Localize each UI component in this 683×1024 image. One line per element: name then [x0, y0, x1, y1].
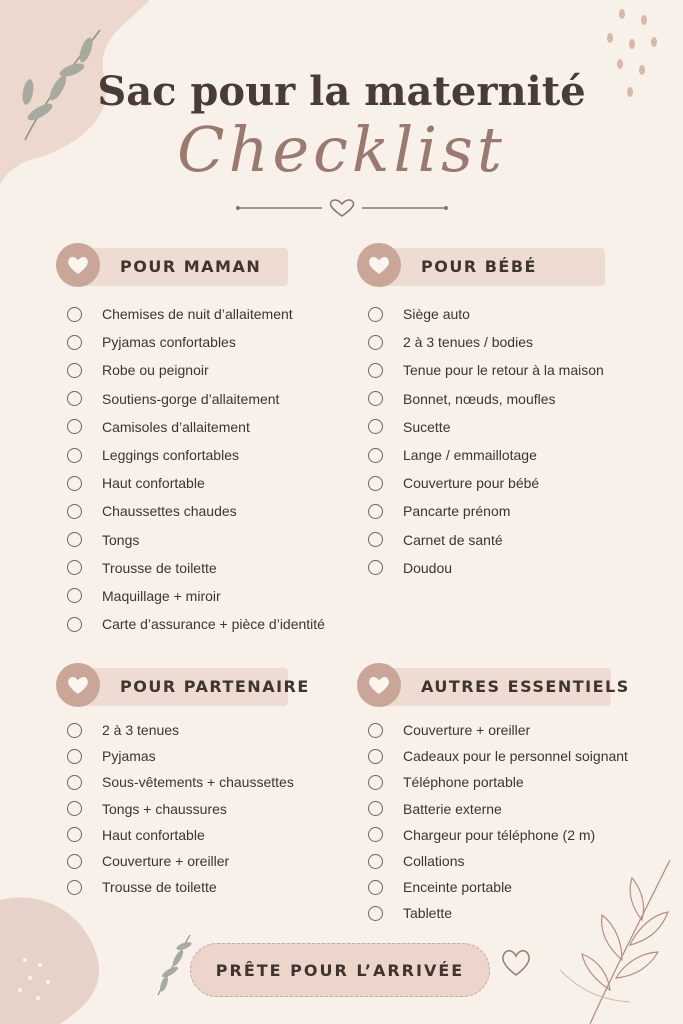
checkbox[interactable] — [67, 335, 82, 350]
checklist-item — [56, 300, 346, 328]
checkbox[interactable] — [368, 391, 383, 406]
checklist-item-label: Bonnet, nœuds, moufles — [403, 390, 556, 407]
heart-outline-decoration — [498, 944, 534, 980]
checklist-item — [357, 469, 657, 497]
section-header — [357, 663, 667, 707]
checkbox[interactable] — [67, 448, 82, 463]
checkbox[interactable] — [368, 827, 383, 842]
checkbox[interactable] — [368, 801, 383, 816]
checklist-item-label: Batterie externe — [403, 800, 502, 817]
checklist-item-label: Couverture + oreiller — [102, 853, 230, 870]
checklist-item — [357, 497, 657, 525]
checklist-item — [357, 554, 657, 582]
checklist-item-label: Couverture pour bébé — [403, 475, 540, 492]
checklist-item-label: Sucette — [403, 418, 451, 435]
checklist-maman — [56, 300, 346, 638]
checkbox[interactable] — [368, 906, 383, 921]
checklist-item-label: Soutiens-gorge d’allaitement — [102, 390, 280, 407]
checkbox[interactable] — [368, 476, 383, 491]
checkbox[interactable] — [368, 775, 383, 790]
checkbox[interactable] — [67, 391, 82, 406]
checklist-item-label: Chemises de nuit d’allaitement — [102, 306, 293, 323]
checklist-item — [357, 356, 657, 384]
checklist-item — [56, 441, 346, 469]
checklist-item — [357, 300, 657, 328]
checklist-item — [56, 413, 346, 441]
checklist-item — [56, 497, 346, 525]
checklist-item — [56, 554, 346, 582]
checklist-item-label: Chargeur pour téléphone (2 m) — [403, 826, 596, 843]
section-pour-bebe — [357, 243, 657, 582]
checklist-item-label: Trousse de toilette — [102, 879, 217, 896]
checkbox[interactable] — [67, 532, 82, 547]
footer-label: PRÊTE POUR L’ARRIVÉE — [215, 960, 465, 980]
checkbox[interactable] — [368, 504, 383, 519]
checkbox[interactable] — [67, 775, 82, 790]
checkbox[interactable] — [67, 749, 82, 764]
section-title: AUTRES ESSENTIELS — [421, 677, 630, 696]
checklist-item-label: Leggings confortables — [102, 447, 239, 464]
checkbox[interactable] — [368, 532, 383, 547]
checklist-item-label: Haut confortable — [102, 826, 205, 843]
section-pour-maman — [56, 243, 346, 638]
checklist-item — [357, 769, 667, 795]
checkbox[interactable] — [67, 504, 82, 519]
checklist-item — [357, 822, 667, 848]
checklist-item-label: Doudou — [403, 559, 453, 576]
checklist-item-label: Collations — [403, 853, 465, 870]
checklist-item — [56, 769, 346, 795]
checklist-item — [56, 385, 346, 413]
checklist-item — [56, 469, 346, 497]
section-title: POUR PARTENAIRE — [120, 677, 310, 696]
checkbox[interactable] — [67, 476, 82, 491]
checklist-item — [357, 526, 657, 554]
checkbox[interactable] — [67, 854, 82, 869]
checklist-item — [56, 743, 346, 769]
section-title: POUR MAMAN — [120, 257, 262, 276]
heart-icon — [56, 663, 100, 707]
checklist-item — [357, 796, 667, 822]
checklist-item-label: Robe ou peignoir — [102, 362, 209, 379]
checkbox[interactable] — [368, 307, 383, 322]
checkbox[interactable] — [67, 801, 82, 816]
section-header — [56, 663, 346, 707]
checklist-bebe — [357, 300, 657, 582]
checkbox[interactable] — [368, 749, 383, 764]
checkbox[interactable] — [67, 307, 82, 322]
section-header — [56, 243, 346, 287]
checklist-item-label: Téléphone portable — [403, 774, 524, 791]
checklist-item — [357, 743, 667, 769]
checkbox[interactable] — [67, 617, 82, 632]
checklist-item-label: 2 à 3 tenues / bodies — [403, 334, 533, 351]
checkbox[interactable] — [368, 419, 383, 434]
checkbox[interactable] — [67, 827, 82, 842]
checkbox[interactable] — [368, 854, 383, 869]
checkbox[interactable] — [368, 880, 383, 895]
checklist-item — [56, 582, 346, 610]
checkbox[interactable] — [368, 363, 383, 378]
checklist-item-label: Chaussettes chaudes — [102, 503, 237, 520]
checklist-item — [56, 610, 346, 638]
checklist-partenaire — [56, 717, 346, 900]
checklist-item-label: Sous-vêtements + chaussettes — [102, 774, 294, 791]
checklist-item-label: Lange / emmaillotage — [403, 447, 537, 464]
heart-icon — [357, 663, 401, 707]
section-header — [357, 243, 657, 287]
checklist-item — [56, 717, 346, 743]
heart-icon — [357, 243, 401, 287]
checkbox[interactable] — [368, 723, 383, 738]
checklist-item-label: Camisoles d’allaitement — [102, 418, 250, 435]
checklist-item — [357, 848, 667, 874]
checklist-item-label: Carnet de santé — [403, 531, 503, 548]
checklist-item — [357, 874, 667, 900]
checkbox[interactable] — [67, 363, 82, 378]
page-subtitle: Checklist — [177, 113, 506, 186]
checkbox[interactable] — [368, 560, 383, 575]
checkbox[interactable] — [67, 419, 82, 434]
checklist-item — [357, 413, 657, 441]
checklist-item — [357, 441, 657, 469]
checklist-item-label: Carte d’assurance + pièce d’identité — [102, 616, 325, 633]
checklist-item — [357, 717, 667, 743]
heart-divider — [236, 198, 448, 218]
section-pour-partenaire — [56, 663, 346, 900]
checklist-autres — [357, 717, 667, 927]
checklist-item — [56, 526, 346, 554]
checkbox[interactable] — [67, 588, 82, 603]
checklist-item — [357, 328, 657, 356]
footer-banner — [190, 943, 490, 997]
checklist-item-label: Pancarte prénom — [403, 503, 511, 520]
checklist-item-label: Tongs — [102, 531, 140, 548]
checklist-item — [56, 328, 346, 356]
checklist-item — [56, 356, 346, 384]
checklist-item — [357, 385, 657, 413]
checklist-item-label: Enceinte portable — [403, 879, 512, 896]
checklist-item-label: Trousse de toilette — [102, 559, 217, 576]
checkbox[interactable] — [67, 560, 82, 575]
checklist-item — [56, 848, 346, 874]
checklist-item — [56, 796, 346, 822]
heart-icon — [56, 243, 100, 287]
section-autres-essentiels — [357, 663, 667, 927]
checklist-item-label: Tenue pour le retour à la maison — [403, 362, 604, 379]
checklist-item — [56, 822, 346, 848]
checklist-item-label: 2 à 3 tenues — [102, 722, 180, 739]
checkbox[interactable] — [368, 335, 383, 350]
checklist-item-label: Maquillage + miroir — [102, 587, 221, 604]
checkbox[interactable] — [67, 723, 82, 738]
checkbox[interactable] — [67, 880, 82, 895]
checklist-item-label: Couverture + oreiller — [403, 722, 531, 739]
checklist-item-label: Tongs + chaussures — [102, 800, 227, 817]
checklist-item — [357, 900, 667, 926]
checklist-item-label: Tablette — [403, 905, 453, 922]
page-title: Sac pour la maternité — [97, 68, 586, 115]
checklist-item-label: Cadeaux pour le personnel soignant — [403, 748, 628, 765]
checklist-item-label: Pyjamas confortables — [102, 334, 236, 351]
bottom-left-blob-decoration — [0, 890, 120, 1024]
checklist-item-label: Pyjamas — [102, 748, 156, 765]
checkbox[interactable] — [368, 448, 383, 463]
checklist-item — [56, 874, 346, 900]
section-title: POUR BÉBÉ — [421, 257, 537, 276]
checklist-item-label: Siège auto — [403, 306, 470, 323]
checklist-item-label: Haut confortable — [102, 475, 205, 492]
